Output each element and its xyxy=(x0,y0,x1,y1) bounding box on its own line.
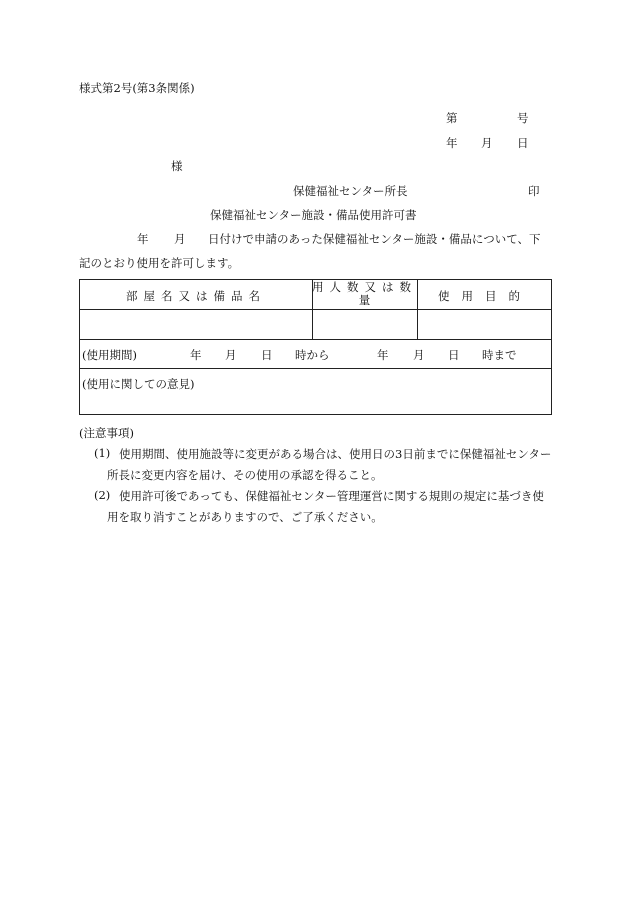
date-month: 月 xyxy=(481,136,493,150)
note-number: (1) xyxy=(94,446,111,460)
intro-line2: 記のとおり使用を許可します。 xyxy=(79,256,240,270)
note-text: 用を取り消すことがありますので、ご了承ください。 xyxy=(107,510,383,524)
header-purpose: 使用目的 xyxy=(438,289,532,303)
period-end-month: 月 xyxy=(413,348,425,362)
date-year: 年 xyxy=(446,136,458,150)
addressee-honorific: 様 xyxy=(171,159,183,173)
period-start-day: 日 xyxy=(261,348,273,362)
intro-year: 年 xyxy=(137,232,149,246)
period-start-suffix: 時から xyxy=(295,348,330,362)
table-divider xyxy=(80,368,551,369)
seal-mark: 印 xyxy=(528,184,540,198)
period-start-year: 年 xyxy=(190,348,202,362)
usage-table xyxy=(79,279,552,415)
issuer: 保健福祉センター所長 xyxy=(293,184,408,198)
period-end-day: 日 xyxy=(448,348,460,362)
note-text: 使用許可後であっても、保健福祉センター管理運営に関する規則の規定に基づき使 xyxy=(119,489,544,503)
date-day: 日 xyxy=(517,136,529,150)
header-room-name: 部屋名又は備品名 xyxy=(126,289,266,303)
notes-heading: (注意事項) xyxy=(79,426,134,440)
table-divider xyxy=(80,309,551,310)
intro-line1: 日付けで申請のあった保健福祉センター施設・備品について、下 xyxy=(208,232,541,246)
note-text: 使用期間、使用施設等に変更がある場合は、使用日の3日前までに保健福祉センター xyxy=(119,447,552,461)
document-title: 保健福祉センター施設・備品使用許可書 xyxy=(210,208,417,222)
period-end-year: 年 xyxy=(377,348,389,362)
form-number: 様式第2号(第3条関係) xyxy=(79,81,195,95)
period-label: (使用期間) xyxy=(82,348,137,362)
doc-no-prefix: 第 xyxy=(446,111,458,125)
period-end-suffix: 時まで xyxy=(482,348,517,362)
table-divider xyxy=(80,339,551,340)
period-start-month: 月 xyxy=(225,348,237,362)
opinion-label: (使用に関しての意見) xyxy=(82,377,195,391)
note-number: (2) xyxy=(94,488,111,502)
intro-month: 月 xyxy=(174,232,186,246)
doc-no-suffix: 号 xyxy=(517,111,529,125)
note-text: 所長に変更内容を届け、その使用の承認を得ること。 xyxy=(107,468,383,482)
header-count-line1: 用人数又は数 xyxy=(312,280,417,294)
header-count-line2: 量 xyxy=(358,293,371,307)
